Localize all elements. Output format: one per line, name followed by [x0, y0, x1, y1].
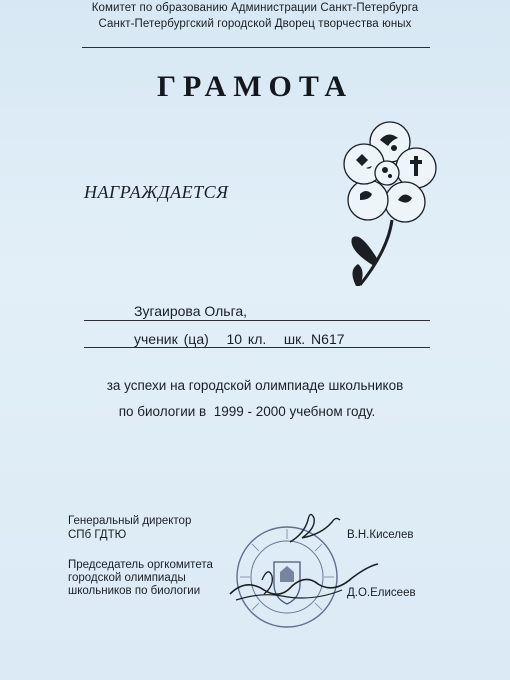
chairman-title-line-3: школьников по биологии — [68, 585, 201, 597]
awarded-label: НАГРАЖДАЕТСЯ — [84, 182, 229, 202]
recipient-name: Зугаирова Ольга, — [134, 303, 248, 319]
name-underline — [84, 320, 430, 321]
olympiad-flower-emblem-icon — [330, 120, 440, 290]
chairman-title-line-1: Председатель оргкомитета — [68, 559, 213, 571]
header-committee: Комитет по образованию Администрации Санкт-Петербурга — [91, 2, 419, 14]
signature-icon — [286, 508, 346, 548]
recipient-grade: ученик (ца) 10 кл. шк. N617 — [134, 331, 345, 347]
reason-line-1: за успехи на городской олимпиаде школьников — [106, 378, 404, 393]
signature-icon — [222, 560, 382, 610]
chairman-name: Д.О.Елисеев — [347, 587, 416, 599]
grade-underline — [84, 347, 430, 348]
chairman-title-line-2: городской олимпиады — [68, 572, 186, 584]
header-divider — [82, 47, 430, 48]
reason-line-2: по биологии в 1999 - 2000 учебном году. — [118, 404, 376, 419]
certificate-title: ГРАМОТА — [156, 70, 354, 103]
director-org: СПб ГДТЮ — [68, 529, 127, 541]
director-name: В.Н.Киселев — [347, 529, 414, 541]
director-title: Генеральный директор — [68, 515, 192, 527]
header-palace: Санкт-Петербургский городской Дворец творчества юных — [98, 18, 412, 30]
